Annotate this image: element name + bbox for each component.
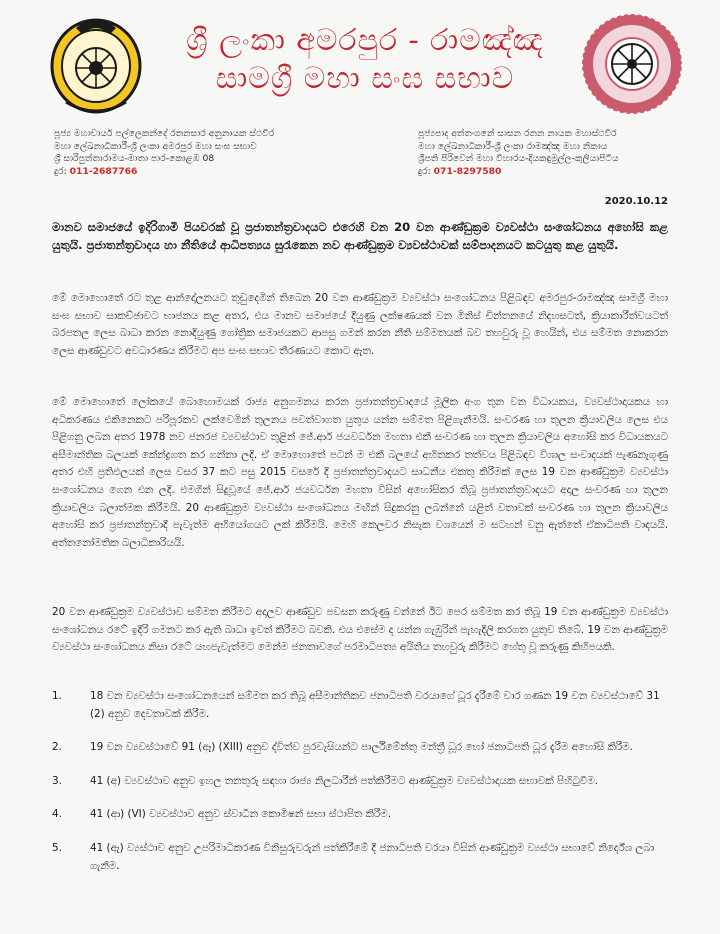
left-phone-label: දුර: — [54, 165, 67, 177]
right-phone-label: දුර: — [418, 165, 431, 177]
list-item — [52, 840, 668, 875]
amarapura-seal-icon — [46, 8, 146, 118]
left-contact-address: ශ්‍රී සාරිපුත්තාරාමය-මාතා පාර-කොළඹ 08 — [54, 153, 215, 165]
list-item-text: 41 (ඇ) ව්‍යස්ථාව අනුව උපරිමාධිකරණ විනිසුරුවරුන් පත්කිරීමේ දී ජනාධිපති වරයා විසින් ආණ්ඩුක්‍රම ව්‍යස්ථා සභාවේ නිර්දේශ ලබා ගැනීම. — [90, 841, 655, 872]
list-item-number: 1. — [52, 690, 62, 702]
right-contact-name: පූජ්‍යපාද අත්තංගනේ සාසන රතන නායක මහාස්ථවිර — [418, 128, 617, 139]
right-contact-address: ශ්‍රීපති පිරිවෙන් මහා විහාරය-දියකඳුමුල්ල-කුලියාපිටිය — [418, 153, 619, 165]
list-item-text: 41 (ආ) (VI) ව්‍යවස්ථාව අනුව ස්වාධීන කොමිෂන් සභා ස්ථාපිත කිරීම. — [90, 808, 392, 821]
letter-date: 2020.10.12 — [604, 196, 668, 207]
list-item — [52, 688, 668, 723]
left-phone-number: 011-2687766 — [69, 165, 138, 177]
list-item-number: 4. — [52, 808, 62, 821]
left-contact-phone-row — [54, 166, 344, 179]
paragraph-3: 20 වන ආණ්ඩුක්‍රම ව්‍යවස්ථාව සම්මත කිරීමට අදාලව ආණ්ඩුව පවසන කරුණු වන්නේ ඊට පෙර සම්මත කර තිබූ 19 වන ආණ්ඩුක්‍රම ව්‍යවස්ථා සංශෝධනය රටේ ඉදිරි ගමනට කර ඇති බාධා ඉවත් කිරීමට බවකි. එය එසේම ද යන්න ගැඹුරින් පැහැදිලි කරගත යුතුව තිබේ. 19 වන ආණ්ඩුක්‍රම ව්‍යවස්ථා සංශෝධනය නිසා රටේ යහපැවැත්මට මෙන්ම ජනතාවගේ පරමාධිපත්‍ය අයිතිය තහවුරු කිරීමට හේතු වූ කරුණු කිහිපයකි. — [52, 606, 668, 654]
ramanna-dharma-wheel-seal-icon — [578, 10, 686, 118]
list-item — [52, 739, 668, 757]
title-line-1: ශ්‍රී ලංකා අමරපුර - රාමඤ්ඤ — [186, 23, 544, 58]
list-item-text: 19 වන ව්‍යවස්ථාවේ 91 (ඈ) (XIII) අනුව ද්විත්ව පුරවැසියන්ට පාර්ලිමේන්තු මන්ත්‍රී ධූර හෝ ජනාධිපති ධූර දැරීම අහෝසි කිරීම. — [90, 741, 633, 754]
list-item-text: 18 වන ව්‍යවස්ථා සංශෝධනයෙන් සම්මත කර තිබූ අසීමාන්තිකව ජනාධිපති වරයාගේ ධූර දැරීමේ වාර ගණන 19 වන ව්‍යවස්ථාවේ 31 (2) අනුව දෙවතාවක් කිරීම. — [90, 690, 660, 720]
left-contact-role: මහා ලේඛනාධිකාරී-ශ්‍රී ලංකා අමරපුර මහා සංඝ සභාව — [54, 140, 257, 152]
list-item-number: 2. — [52, 741, 62, 754]
list-item — [52, 806, 668, 824]
list-item-text: 41 (අ) ව්‍යවස්ථාව අනුව ඉහල තනතුරු සඳහා රාජ්‍ය නිලධාරීන් පත්කිරීමට ආණ්ඩුක්‍රම ව්‍යවස්ථාදායක සභාවක් පිහිටුවීම. — [90, 774, 598, 787]
list-item — [52, 773, 668, 791]
list-item-number: 3. — [52, 774, 62, 787]
paragraph-1: මේ මොහොතේ රට තුළ ආන්දෝලනයට තුඩුදෙමින් තිබෙන 20 වන ආණ්ඩුක්‍රම ව්‍යවස්ථා සංශෝධනය පිළිබඳව අමරපුර-රාමඤ්ඤ සාමග්‍රී මහා සංඝ සභාව සාකච්ඡාවට භාජනය කළ අතර, එය මානව සමාජයේ දියුණු ලක්ෂණයක් වන මිනිස් චින්තනයේ නිදහසටත්, ක්‍රියාකාරීත්වයටත් බරපතල ලෙස බාධා කරන නොදියුණු ගෝත්‍රික සමාජයකට ආපසු ගමන් කරන නීති සම්මතයක් බව තහවුරු වූ හෙයින්, එය සම්මත නොකරන ලෙස ආණ්ඩුවට අවධාරණය කිරීමට අප සංඝ සභාව තීරණයට කොට ඇත. — [52, 292, 668, 357]
left-contact-name: පූජ්‍ය මහාචාර්ය පල්ලෙකන්දේ රතනසාර අනුනායක ස්ථවිර — [54, 128, 275, 139]
list-item-number: 5. — [52, 841, 62, 854]
organization-title — [158, 22, 572, 97]
paragraph-2: මේ මොහොතේ ලෝකයේ බොහොමයක් රාජ්‍ය අනුගමනය කරන ප්‍රජාතන්ත්‍රවාදයේ මූලික අංග තුන වන විධායකය, ව්‍යවස්ථාදායකය හා අධිකරණය එකිනෙකට පරිපූරකව ලක්වෙමින් තුලනය පවත්වාගත යුතුය යන්න සම්මත පිළිගැනීමයි. සංවරණ හා තුලන ක්‍රියාවලිය ලෙස එය පිළිගනු ලබන අතර 1978 නව ජනරජ ව්‍යවස්ථාව තුළින් ජේ.ආර් ජයවර්ධන මහතා එකී සංවරණ හා තුලන ක්‍රියාවලිය අහෝසි කර විධායකයට අසීමාන්තික බලයක් කේන්ද්‍රගත කර ගන්නා ලදි. ඒ මොහොතේ පටන් ම එකී බලයේ අහිතකර තත්වය පිළිබඳව විශාල සංවාදයක් පැණනැගුණු අතර එහි ප්‍රතිඵලයක් ලෙස වසර 37 කට පසු 2015 වසරේ දී ප්‍රජාතන්ත්‍රවාදයට සාධනීය එකතු කිරීමක් ලෙස 19 වන ආණ්ඩුක්‍රම ව්‍යවස්ථා සංශෝධනය ගෙන එන ලදි. එමගින් සිදුවූයේ ජේ.ආර් ජයවර්ධන මහතා විසින් අහෝසිකර තිබූ ප්‍රජාතන්ත්‍රවාදයට අදාල සංවරණ හා තුලන ක්‍රියාවලිය බලාත්මක කිරීමයි. 20 ආණ්ඩුක්‍රම ව්‍යවස්ථා සංශෝධනය මඟින් සිදුකරනු ලබන්නේ යළිත් වතාවක් සංවරණ හා තුලන ක්‍රියාවලිය අහෝසි කර ප්‍රජාතන්ත්‍රවාදී පැවැත්ම අභියෝගයට ලක් කිරීමයි. මෙහි කෙලවර නිසැක වශයෙන් ම සටහන් වනු ඇත්තේ ඒකාධිපති වාදයයි. අත්තනෝමතික බලාධිකාරියයි. — [52, 396, 668, 549]
right-contact-phone-row — [418, 166, 674, 179]
right-contact — [418, 128, 674, 178]
letterhead — [46, 0, 668, 128]
left-contact — [54, 128, 344, 178]
right-contact-role: මහා ලේඛනාධිකාරී-ශ්‍රී ලංකා රාමඤ්ඤ මහා නිකාය — [418, 140, 608, 152]
right-phone-number: 071-8297580 — [433, 165, 502, 177]
contact-block — [46, 128, 668, 188]
numbered-list — [52, 688, 668, 891]
title-line-2: සාමග්‍රී මහා සංඝ සභාව — [215, 60, 515, 96]
headline: මානව සමාජයේ ඉදිරිගාමී පියවරක් වූ ප්‍රජාතන්ත්‍රවාදයට එරෙහි වන 20 වන ආණ්ඩුක්‍රම ව්‍යවස්ථා සංශෝධනය අහෝසි කළ යුතුයි. ප්‍රජාතන්ත්‍රවාදය හා නීතියේ ආධිපත්‍යය සුරැකෙන නව ආණ්ඩුක්‍රම ව්‍යවස්ථාවක් සම්පාදනයට කටයුතු කළ යුතුයි. — [52, 220, 668, 253]
